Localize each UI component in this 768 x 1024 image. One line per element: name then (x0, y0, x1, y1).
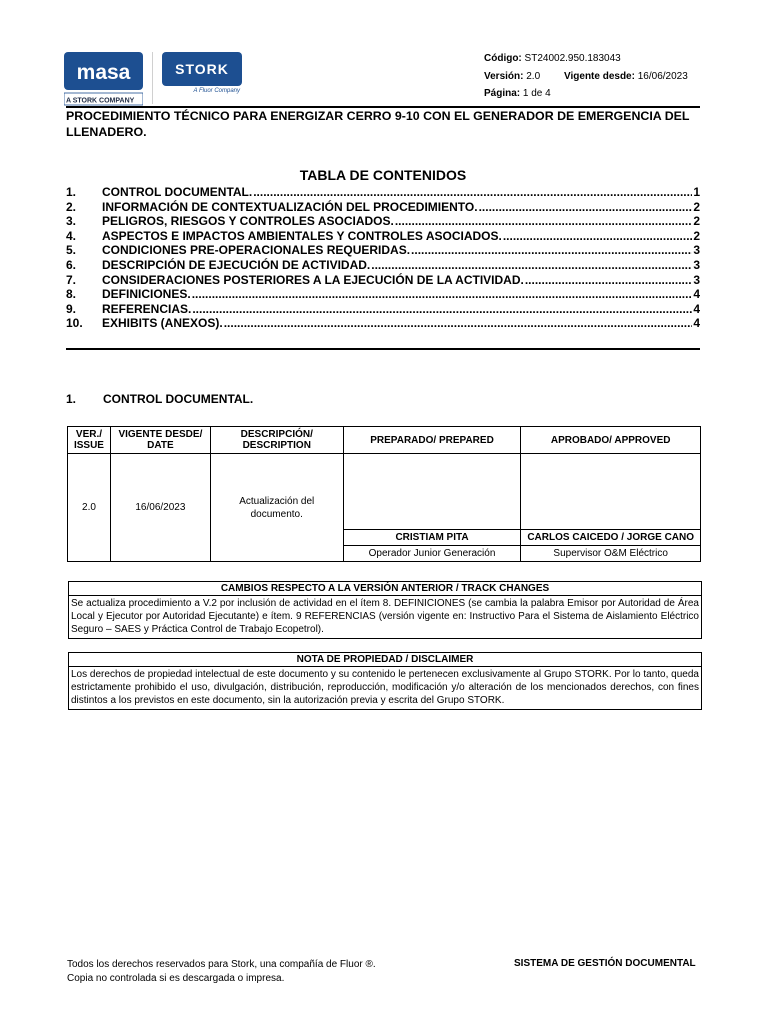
toc-item-page: 2 (693, 199, 700, 214)
version-value: 2.0 (526, 71, 541, 82)
toc-leader-dots (395, 214, 692, 229)
toc-rule (66, 348, 700, 350)
cell-description: Actualización del documento. (210, 454, 343, 562)
toc-item-number: 7. (66, 272, 77, 287)
cell-approver-name: CARLOS CAICEDO / JORGE CANO (521, 530, 701, 546)
section-number: 1. (66, 392, 77, 406)
toc-item-page: 2 (693, 228, 700, 243)
pagina-line (484, 87, 551, 100)
version-label: Versión: (484, 71, 524, 82)
disclaimer-text: Los derechos de propiedad intelectual de este documento y su contenido le pertenecen exclusivamente al Grupo STORK. Por lo tanto, queda estrictamente prohibido el uso, divulgación, distribución, reproducción, modificación y/o alteración de los mencionados derechos, con fines distintos a los previstos en este documento, sin la autorización previa y escrita del Grupo STORK. (71, 669, 699, 706)
toc-item-number: 5. (66, 243, 77, 258)
toc-leader-dots (371, 258, 692, 273)
toc-item-title: CONTROL DOCUMENTAL. (102, 185, 253, 199)
codigo-line (484, 52, 621, 65)
footer-notice (67, 958, 376, 985)
toc-item-number: 2. (66, 199, 77, 214)
vigente-label: Vigente desde: (564, 71, 635, 82)
footer-rights: Todos los derechos reservados para Stork, una compañía de Fluor ®. (67, 959, 376, 970)
toc-leader-dots (411, 243, 692, 258)
disclaimer-box (68, 652, 702, 710)
track-changes-text: Se actualiza procedimiento a V.2 por inclusión de actividad en el ítem 8. DEFINICIONES (se cambia la palabra Emisor por Autoridad de Área Local y Ejecutor por Autoridad Ejecutante) e ítem. 9 REFERENCIAS (versión vigente en: Instructivo Para el Sistema de Aislamiento Eléctrico Seguro – SAES y Práctica Control de Trabajo Ecopetrol). (71, 598, 699, 635)
masa-logo (64, 52, 143, 106)
track-changes-box (68, 581, 702, 639)
toc-item-page: 2 (693, 214, 700, 229)
toc-leader-dots (479, 200, 693, 215)
toc-item[interactable] (66, 200, 700, 215)
header-approved: APROBADO/ APPROVED (521, 427, 701, 454)
toc-item-page: 3 (693, 257, 700, 272)
header-text: VIGENTE DESDE/ (118, 429, 203, 440)
toc-item-page: 3 (693, 272, 700, 287)
header-text: ISSUE (73, 440, 104, 451)
svg-text:A STORK COMPANY: A STORK COMPANY (66, 97, 135, 105)
codigo-value: ST24002.950.183043 (524, 53, 621, 64)
toc-leader-dots (192, 302, 692, 317)
vigente-value: 16/06/2023 (637, 71, 688, 82)
toc-item[interactable] (66, 229, 700, 244)
table-of-contents (66, 185, 700, 331)
toc-item[interactable] (66, 243, 700, 258)
toc-item-number: 10. (66, 316, 83, 331)
header-description (210, 427, 343, 454)
toc-leader-dots (192, 287, 693, 302)
logo-separator (152, 52, 153, 104)
svg-text:A Fluor Company: A Fluor Company (193, 88, 240, 94)
toc-item-number: 1. (66, 185, 77, 199)
cell-prepared-signature (343, 454, 521, 530)
header-ver-issue (68, 427, 111, 454)
toc-leader-dots (253, 185, 692, 200)
document-control-table (67, 426, 701, 562)
toc-item-title: PELIGROS, RIESGOS Y CONTROLES ASOCIADOS. (102, 214, 394, 229)
toc-item-number: 8. (66, 287, 77, 302)
toc-item-title: DESCRIPCIÓN DE EJECUCIÓN DE ACTIVIDAD. (102, 257, 371, 272)
toc-item[interactable] (66, 258, 700, 273)
toc-item-title: CONSIDERACIONES POSTERIORES A LA EJECUCIÓN DE LA ACTIVIDAD. (102, 272, 524, 287)
header-text: DESCRIPCIÓN/ (240, 429, 313, 440)
toc-item-title: INFORMACIÓN DE CONTEXTUALIZACIÓN DEL PROCEDIMIENTO. (102, 199, 478, 214)
toc-item-title: CONDICIONES PRE-OPERACIONALES REQUERIDAS. (102, 243, 411, 258)
toc-item-number: 9. (66, 301, 77, 316)
cell-date: 16/06/2023 (110, 454, 210, 562)
cell-version: 2.0 (68, 454, 111, 562)
svg-text:masa: masa (76, 61, 131, 84)
header-text: DESCRIPTION (242, 440, 311, 451)
toc-item-page: 3 (693, 243, 700, 258)
toc-leader-dots (525, 273, 692, 288)
header-text: VER./ (75, 429, 103, 440)
toc-heading: TABLA DE CONTENIDOS (299, 167, 467, 183)
toc-item-page: 1 (693, 185, 700, 199)
toc-leader-dots (224, 316, 693, 331)
cell-preparer-role: Operador Junior Generación (343, 546, 521, 562)
disclaimer-heading: NOTA DE PROPIEDAD / DISCLAIMER (69, 653, 701, 667)
toc-item-title: EXHIBITS (ANEXOS). (102, 316, 223, 331)
toc-item-page: 4 (693, 316, 700, 331)
cell-preparer-name: CRISTIAM PITA (343, 530, 521, 546)
version-line (484, 70, 540, 83)
toc-item-title: ASPECTOS E IMPACTOS AMBIENTALES Y CONTROLES ASOCIADOS. (102, 228, 502, 243)
toc-item[interactable] (66, 273, 700, 288)
pagina-label: Página: (484, 88, 521, 99)
cell-approved-signature (521, 454, 701, 530)
track-changes-heading: CAMBIOS RESPECTO A LA VERSIÓN ANTERIOR / TRACK CHANGES (69, 582, 701, 596)
toc-item[interactable] (66, 185, 700, 200)
toc-item-page: 4 (693, 287, 700, 302)
header-vigente (110, 427, 210, 454)
toc-item-title: DEFINICIONES. (102, 287, 191, 302)
pagina-value: 1 de 4 (522, 88, 551, 99)
toc-item-number: 3. (66, 214, 77, 229)
toc-item[interactable] (66, 316, 700, 331)
toc-item[interactable] (66, 214, 700, 229)
vigente-line (564, 70, 688, 83)
toc-item[interactable] (66, 287, 700, 302)
svg-text:STORK: STORK (175, 61, 229, 77)
toc-item-title: REFERENCIAS. (102, 301, 192, 316)
table-header-row (68, 427, 701, 454)
toc-item-page: 4 (693, 301, 700, 316)
footer-system-label: SISTEMA DE GESTIÓN DOCUMENTAL (514, 958, 696, 969)
header-text: DATE (147, 440, 174, 451)
document-title: PROCEDIMIENTO TÉCNICO PARA ENERGIZAR CERRO 9-10 CON EL GENERADOR DE EMERGENCIA DEL LLENADERO. (66, 109, 690, 139)
toc-item[interactable] (66, 302, 700, 317)
section-title: CONTROL DOCUMENTAL. (103, 392, 254, 406)
stork-logo (162, 52, 242, 96)
footer-copy-notice: Copia no controlada si es descargada o impresa. (67, 972, 285, 984)
toc-item-number: 6. (66, 257, 77, 272)
toc-leader-dots (503, 229, 692, 244)
codigo-label: Código: (484, 53, 522, 64)
table-row (68, 454, 701, 530)
cell-approver-role: Supervisor O&M Eléctrico (521, 546, 701, 562)
header-prepared: PREPARADO/ PREPARED (343, 427, 521, 454)
toc-item-number: 4. (66, 228, 77, 243)
